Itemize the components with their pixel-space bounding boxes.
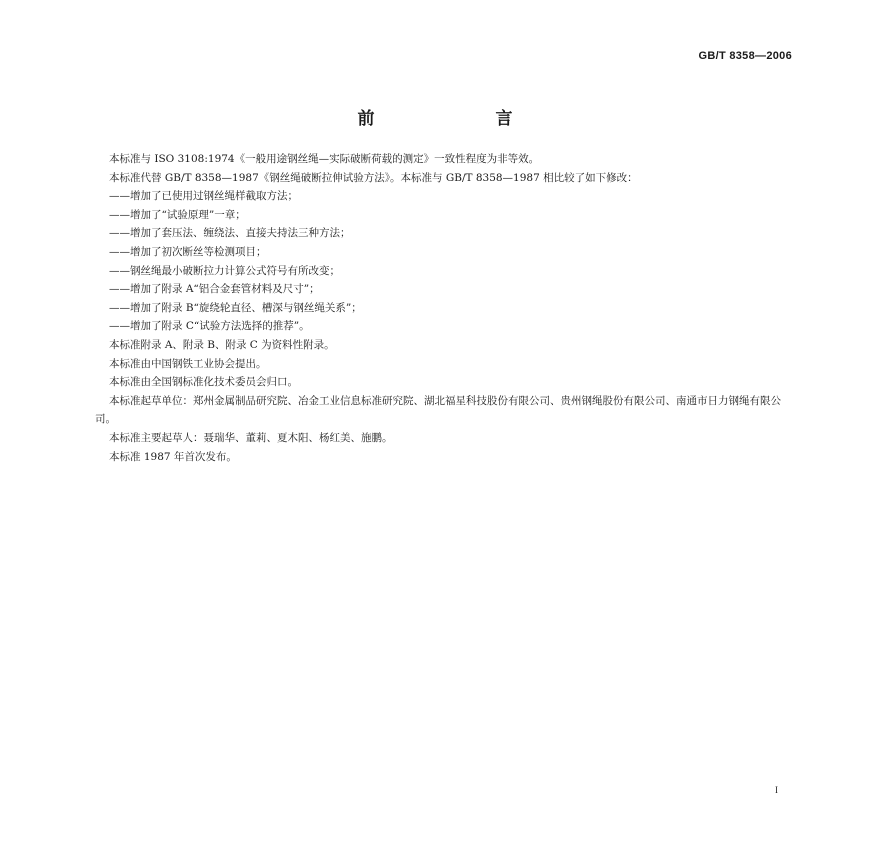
change-item: ——增加了附录 B“旋绕轮直径、槽深与钢丝绳关系”；: [109, 301, 362, 314]
change-item: ——增加了附录 C“试验方法选择的推荐”。: [109, 320, 310, 333]
paragraph-committee: 本标准由全国钢标准化技术委员会归口。: [109, 376, 298, 389]
paragraph-equivalence: 本标准与 ISO 3108:1974《一般用途钢丝绳—实际破断荷载的测定》一致性程度为非等效。: [109, 153, 540, 165]
change-item: ——钢丝绳最小破断拉力计算公式符号有所改变；: [109, 264, 340, 277]
change-item: ——增加了“试验原理”一章；: [109, 208, 246, 221]
paragraph-replacement: 本标准代替 GB/T 8358—1987《钢丝绳破断拉伸试验方法》。本标准与 GB/T 8358—1987 相比较了如下修改：: [109, 171, 638, 184]
change-item: ——增加了已使用过钢丝绳样截取方法；: [109, 190, 298, 203]
change-item: ——增加了套压法、缠绕法、直接夫持法三种方法；: [109, 227, 351, 240]
standard-code: GB/T 8358—2006: [698, 50, 792, 62]
paragraph-proposer: 本标准由中国钢铁工业协会提出。: [109, 357, 267, 370]
paragraph-drafting-units: 本标准起草单位：郑州金属制品研究院、冶金工业信息标准研究院、湖北福星科技股份有限公司、贵州钢绳股份有限公司、南通市日力钢绳有限公司。: [95, 394, 781, 426]
document-body: [95, 150, 795, 466]
page-title: 前 言: [357, 109, 565, 129]
paragraph-appendix: 本标准附录 A、附录 B、附录 C 为资料性附录。: [109, 338, 335, 351]
change-item: ——增加了初次断丝等检测项目；: [109, 245, 267, 258]
page-number: I: [775, 785, 778, 795]
paragraph-drafters: 本标准主要起草人：聂瑞华、董莉、夏木阳、杨红美、施鹏。: [109, 431, 393, 444]
change-item: ——增加了附录 A“铝合金套管材料及尺寸”；: [109, 283, 320, 296]
paragraph-first-release: 本标准 1987 年首次发布。: [109, 450, 237, 463]
